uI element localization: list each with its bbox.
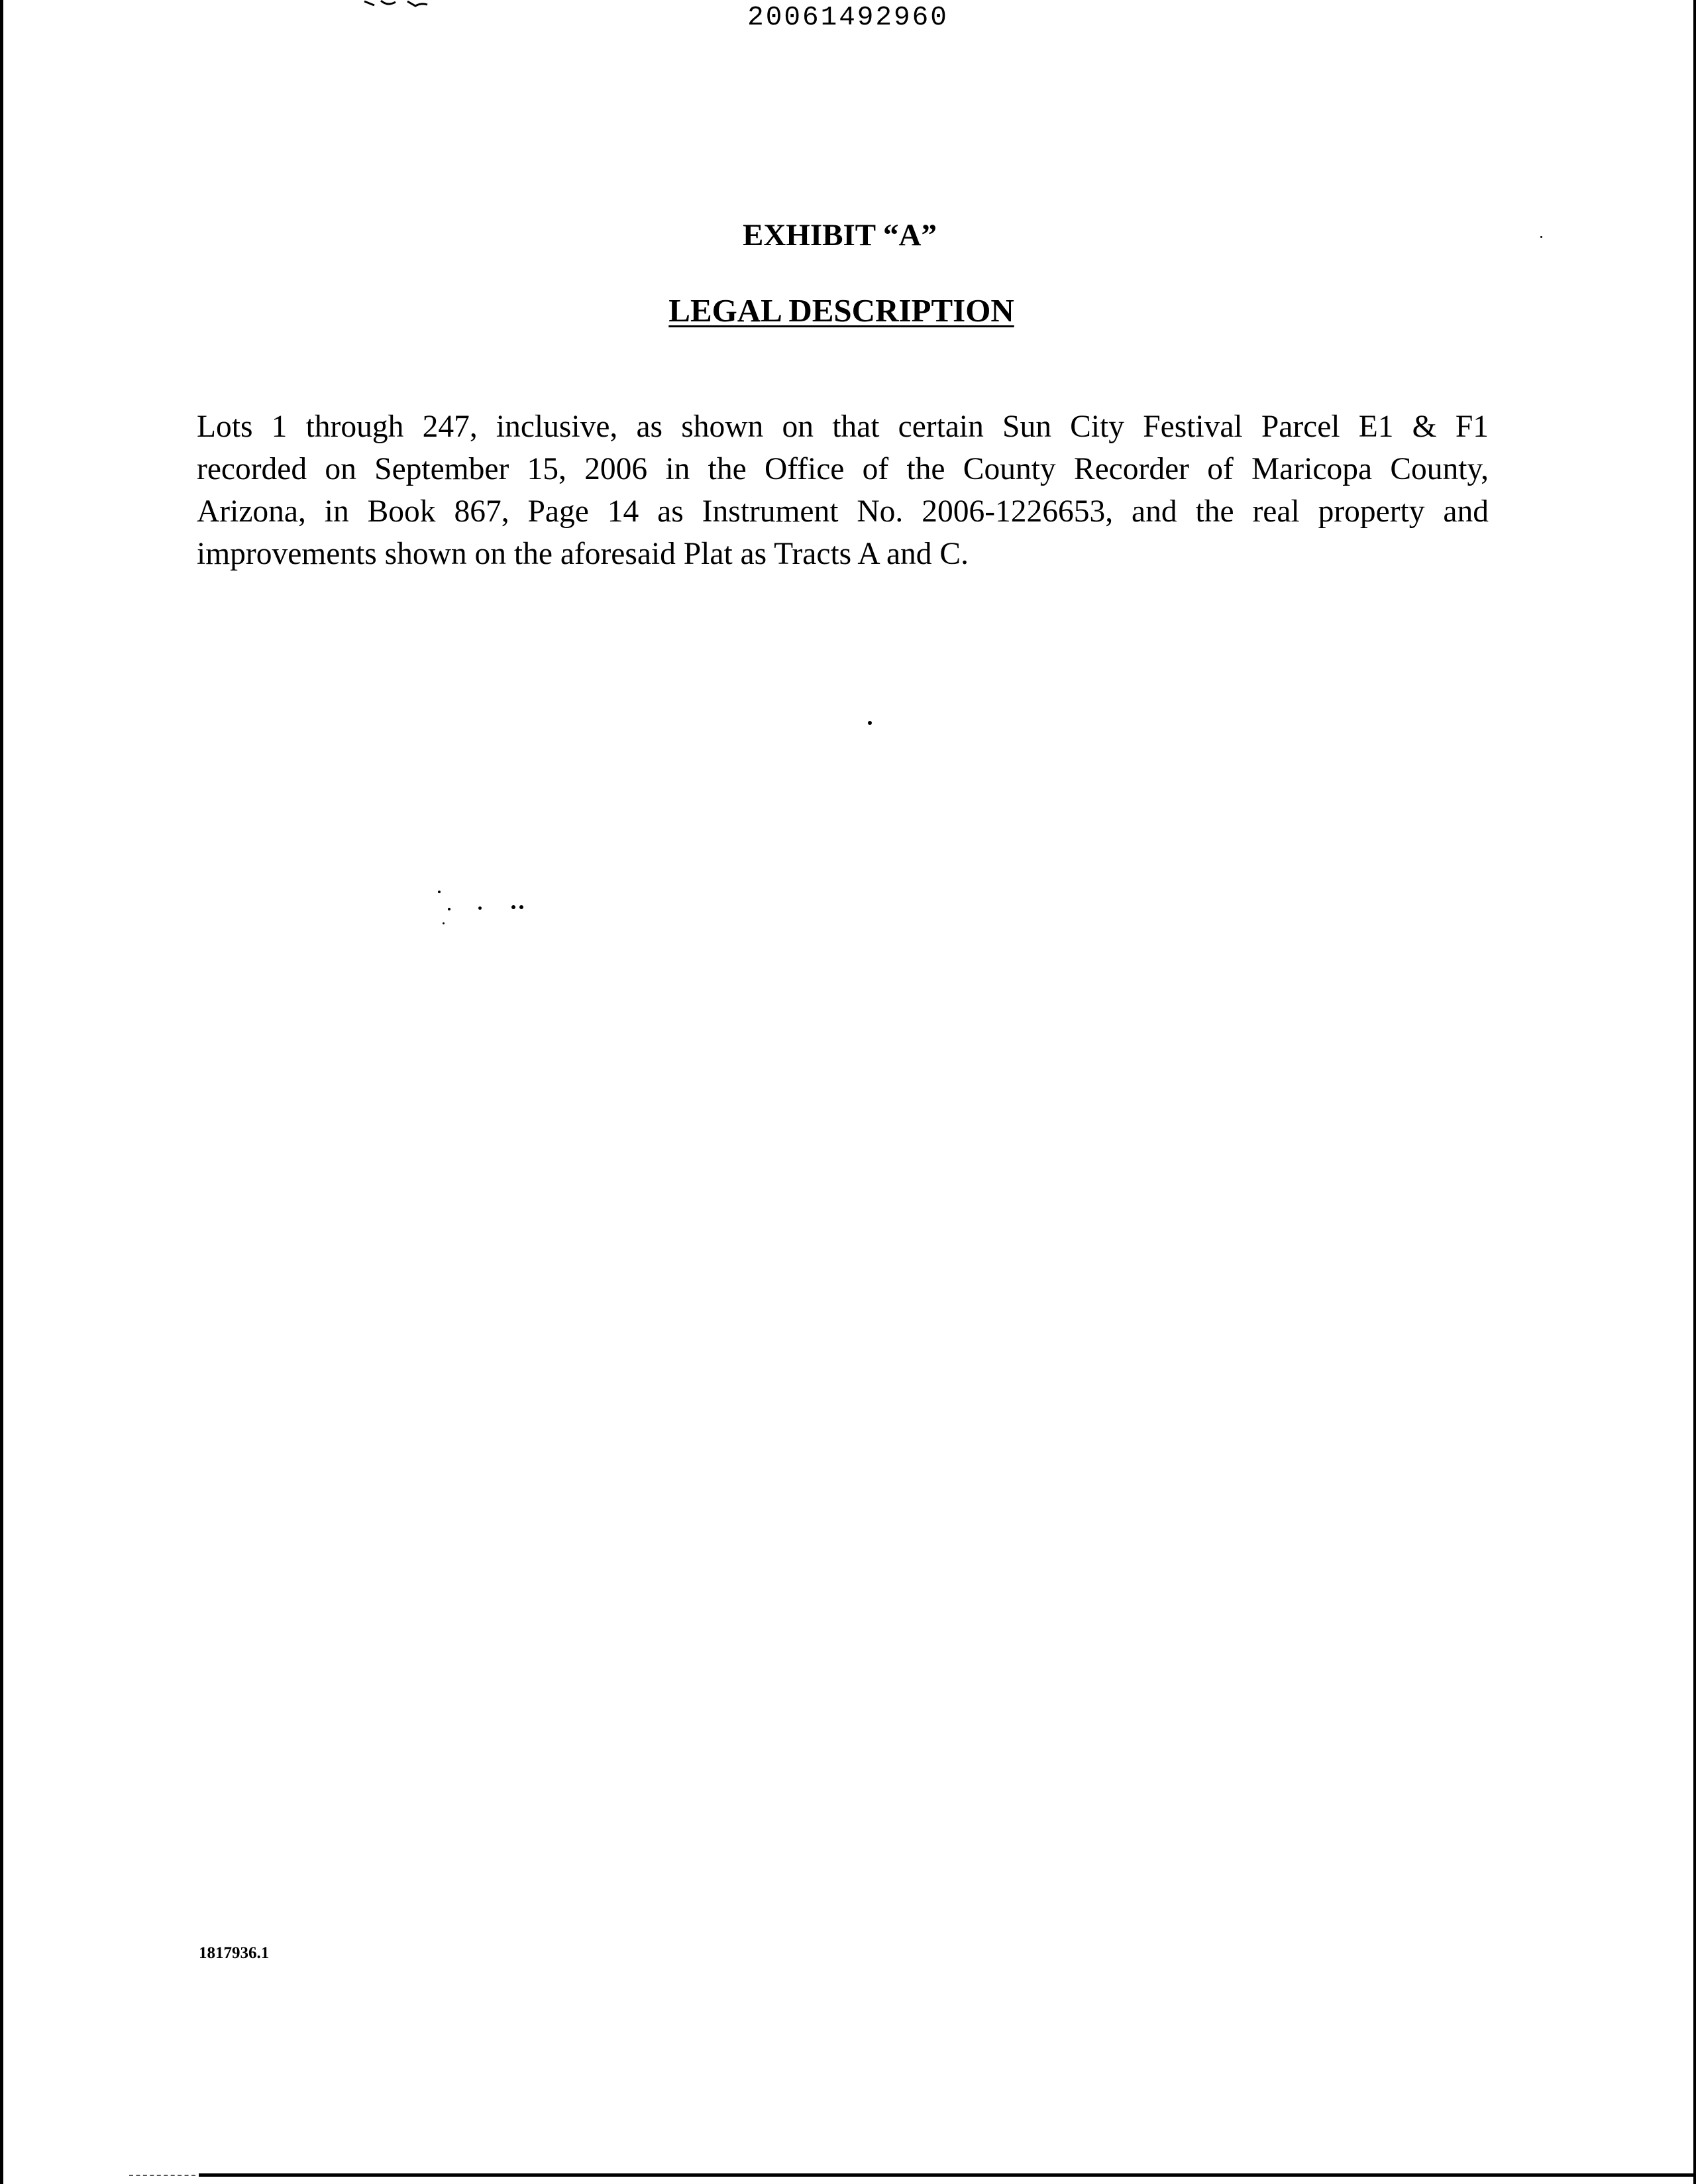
paragraph-line: Lots 1 through 247, inclusive, as shown on that certain Sun City Festival Parcel E1 & F1 bbox=[197, 410, 1489, 444]
legal-description-paragraph bbox=[197, 406, 1489, 575]
recording-number: 20061492960 bbox=[747, 3, 949, 33]
scan-speck bbox=[448, 908, 450, 910]
scan-edge-bottom bbox=[199, 2173, 1696, 2177]
section-title-text: LEGAL DESCRIPTION bbox=[668, 292, 1014, 329]
scan-speck bbox=[1540, 236, 1542, 238]
footer-document-id: 1817936.1 bbox=[199, 1944, 270, 1962]
scan-speck bbox=[519, 905, 523, 909]
paragraph-line: recorded on September 15, 2006 in the Office of the County Recorder of Maricopa County, bbox=[197, 452, 1489, 486]
scan-speck bbox=[478, 906, 482, 910]
paragraph-line: improvements shown on the aforesaid Plat as Tracts A and C. bbox=[197, 537, 969, 571]
scan-speck bbox=[868, 721, 872, 725]
exhibit-title: EXHIBIT “A” bbox=[743, 218, 937, 252]
scan-speck bbox=[443, 922, 445, 924]
scan-edge-bottom-dash bbox=[129, 2175, 195, 2176]
scan-speck bbox=[438, 891, 441, 893]
scan-edge-right bbox=[1693, 0, 1696, 2184]
scan-speck bbox=[511, 905, 515, 909]
paragraph-line: Arizona, in Book 867, Page 14 as Instrument No. 2006-1226653, and the real property and bbox=[197, 494, 1489, 529]
section-title bbox=[0, 290, 1683, 331]
